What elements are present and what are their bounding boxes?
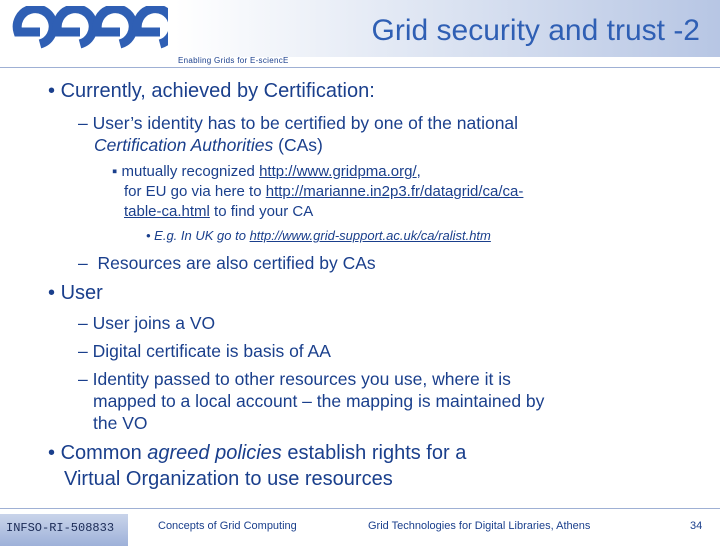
square-bullet-icon: ▪ xyxy=(112,163,122,180)
sub-bullet-identity-passed: – Identity passed to other resources you use, where it is mapped to a local account – the mapping is maintained by the VO xyxy=(78,369,545,433)
logo-area xyxy=(0,0,175,68)
footer-event: Grid Technologies for Digital Libraries, Athens xyxy=(368,520,591,532)
sub-bullet-vo: – User joins a VO xyxy=(78,313,216,333)
sub-bullet-certificate: – Digital certificate is basis of AA xyxy=(78,341,331,361)
footer-course: Concepts of Grid Computing xyxy=(158,520,297,532)
project-id: INFSO-RI-508833 xyxy=(6,521,115,535)
example-uk: • E.g. In UK go to http://www.grid-support.ac.uk/ca/ralist.htm xyxy=(146,228,491,243)
bullet-certification: • Currently, achieved by Certification: xyxy=(48,80,375,102)
slide-title: Grid security and trust -2 xyxy=(371,14,700,47)
gridpma-link[interactable]: http://www.gridpma.org/ xyxy=(259,163,417,180)
marianne-link-cont[interactable]: table-ca.html xyxy=(124,203,210,220)
bullet-user: • User xyxy=(48,282,103,304)
egee-logo-icon xyxy=(10,6,168,58)
dash-marker: – xyxy=(78,313,93,333)
marianne-link[interactable]: http://marianne.in2p3.fr/datagrid/ca/ca- xyxy=(265,183,524,200)
dash-marker: – xyxy=(78,341,93,361)
dash-marker: – xyxy=(78,113,93,133)
sub-bullet-identity: – User’s identity has to be certified by one of the national Certification Authorities (CAs) xyxy=(78,113,519,155)
header-tagline: Enabling Grids for E-sciencE xyxy=(178,56,289,65)
dash-marker: – xyxy=(78,369,93,389)
bullet-marker: • xyxy=(48,282,61,304)
bullet-marker: • xyxy=(48,442,61,464)
bullet-marker: • xyxy=(146,228,155,243)
page-number: 34 xyxy=(690,520,703,532)
sub-sub-bullet-mutual: ▪ mutually recognized http://www.gridpma.org/, for EU go via here to http://marianne.in2p3.fr/datagrid/ca/ca- table-ca.html to find your CA xyxy=(112,163,524,220)
footer-divider xyxy=(0,508,720,509)
bullet-policies: • Common agreed policies establish rights for a Virtual Organization to use resources xyxy=(48,442,467,490)
bullet-marker: • xyxy=(48,80,61,102)
header-divider xyxy=(0,67,720,68)
dash-marker: – xyxy=(78,253,98,273)
slide-footer xyxy=(0,508,720,540)
footer-id-box xyxy=(0,514,128,546)
grid-support-link[interactable]: http://www.grid-support.ac.uk/ca/ralist.htm xyxy=(249,228,491,243)
sub-bullet-resources: – Resources are also certified by CAs xyxy=(78,253,376,273)
slide-header xyxy=(0,0,720,68)
